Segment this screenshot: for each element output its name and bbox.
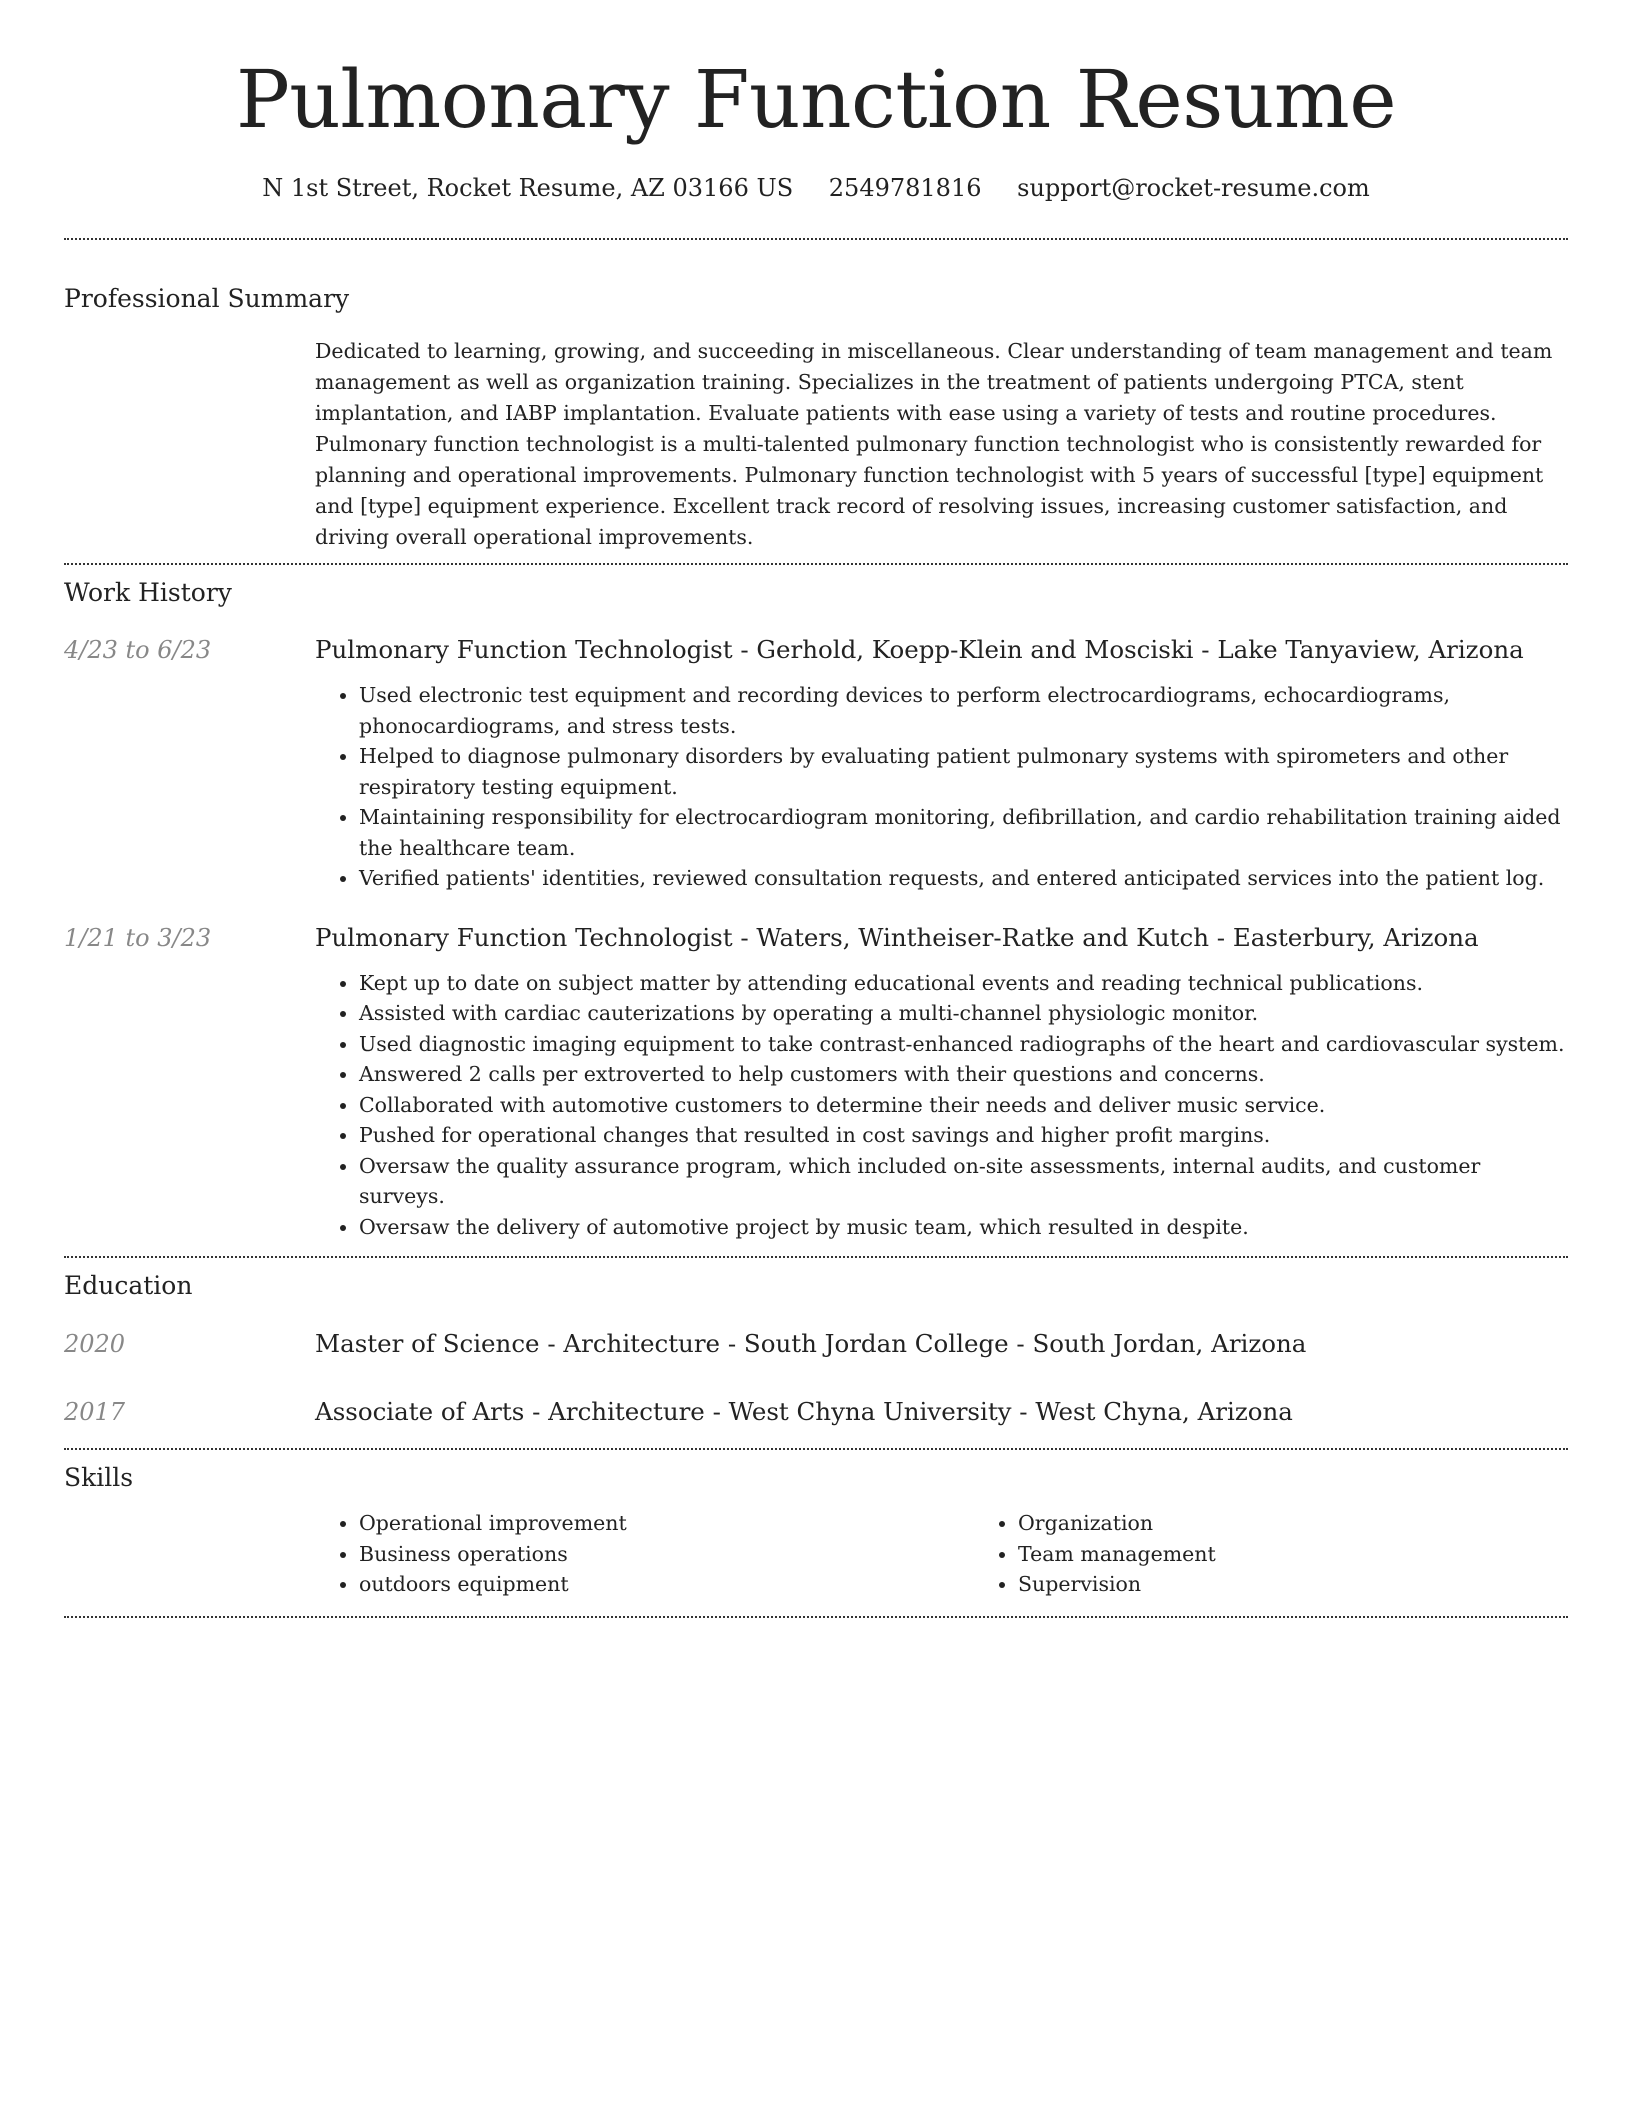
skill-item: • Operational improvement [359, 1508, 974, 1539]
divider [64, 1448, 1568, 1450]
resume-title: Pulmonary Function Resume [235, 53, 1397, 146]
job-bullets [315, 968, 1568, 1243]
list-item: • Assisted with cardiac cauterizations by operating a multi-channel physiologic monitor. [359, 998, 1568, 1029]
summary-section [64, 283, 1568, 553]
job-entry [64, 922, 1568, 1243]
list-item: • Kept up to date on subject matter by attending educational events and reading technical publications. [359, 968, 1568, 999]
job-bullets [315, 680, 1568, 894]
education-year: 2020 [64, 1330, 126, 1358]
skills-spacer [64, 1508, 315, 1600]
divider [64, 563, 1568, 565]
email: support@rocket-resume.com [1017, 174, 1370, 202]
skill-item: • Organization [1018, 1508, 1632, 1539]
divider [64, 1616, 1568, 1618]
list-item: • Answered 2 calls per extroverted to help customers with their questions and concerns. [359, 1059, 1568, 1090]
job-entry [64, 634, 1568, 894]
address: N 1st Street, Rocket Resume, AZ 03166 US [262, 174, 794, 202]
section-title-skills: Skills [64, 1463, 134, 1492]
education-degree: Master of Science - Architecture - South Jordan College - South Jordan, Arizona [315, 1329, 1307, 1358]
skills-grid [315, 1508, 1632, 1600]
education-section [64, 1270, 1568, 1428]
section-title-education: Education [64, 1271, 193, 1300]
skill-item: • Business operations [359, 1539, 974, 1570]
skill-item: • Team management [1018, 1539, 1632, 1570]
divider [64, 1256, 1568, 1258]
education-entry [64, 1396, 1568, 1428]
list-item: • Maintaining responsibility for electrocardiogram monitoring, defibrillation, and cardio rehabilitation training aided the healthcare team. [359, 802, 1568, 863]
education-degree: Associate of Arts - Architecture - West Chyna University - West Chyna, Arizona [315, 1397, 1293, 1426]
list-item: • Used electronic test equipment and recording devices to perform electrocardiograms, echocardiograms, phonocardiograms, and stress tests. [359, 680, 1568, 741]
list-item: • Pushed for operational changes that resulted in cost savings and higher profit margins. [359, 1120, 1568, 1151]
divider [64, 238, 1568, 240]
summary-text: Dedicated to learning, growing, and succeeding in miscellaneous. Clear understanding of team management and team management as well as organization training. Specializes in the treatment of patients undergoing PTCA, stent implantation, and IABP implantation. Evaluate patients with ease using a variety of tests and routine procedures. Pulmonary function technologist is a multi-talented pulmonary function technologist who is consistently rewarded for planning and operational improvements. Pulmonary function technologist with 5 years of successful [type] equipment and [type] equipment experience. Excellent track record of resolving issues, increasing customer satisfaction, and driving overall operational improvements. [315, 339, 1553, 549]
list-item: • Collaborated with automotive customers to determine their needs and deliver music service. [359, 1090, 1568, 1121]
list-item: • Helped to diagnose pulmonary disorders by evaluating patient pulmonary systems with spirometers and other respiratory testing equipment. [359, 741, 1568, 802]
resume-page [64, 0, 1568, 1618]
list-item: • Oversaw the quality assurance program, which included on-site assessments, internal audits, and customer surveys. [359, 1151, 1568, 1212]
job-heading: Pulmonary Function Technologist - Waters, Wintheiser-Ratke and Kutch - Easterbury, Arizona [315, 922, 1479, 952]
skills-list-left [315, 1508, 974, 1600]
list-item: • Verified patients' identities, reviewed consultation requests, and entered anticipated services into the patient log. [359, 863, 1568, 894]
skill-item: • outdoors equipment [359, 1569, 974, 1600]
section-title-work: Work History [64, 578, 232, 607]
job-dates: 1/21 to 3/23 [64, 923, 212, 952]
education-entry [64, 1328, 1568, 1360]
summary-spacer [64, 336, 315, 553]
list-item: • Oversaw the delivery of automotive project by music team, which resulted in despite. [359, 1212, 1568, 1243]
skill-item: • Supervision [1018, 1569, 1632, 1600]
job-heading: Pulmonary Function Technologist - Gerhold, Koepp-Klein and Mosciski - Lake Tanyaview, Arizona [315, 635, 1524, 664]
skills-list-right [974, 1508, 1632, 1600]
skills-section [64, 1462, 1568, 1600]
education-year: 2017 [64, 1398, 126, 1426]
section-title-summary: Professional Summary [64, 284, 350, 313]
list-item: • Used diagnostic imaging equipment to take contrast-enhanced radiographs of the heart and cardiovascular system. [359, 1029, 1568, 1060]
contact-line [64, 172, 1568, 204]
phone: 2549781816 [828, 174, 982, 202]
job-dates: 4/23 to 6/23 [64, 636, 212, 664]
work-section [64, 577, 1568, 1242]
